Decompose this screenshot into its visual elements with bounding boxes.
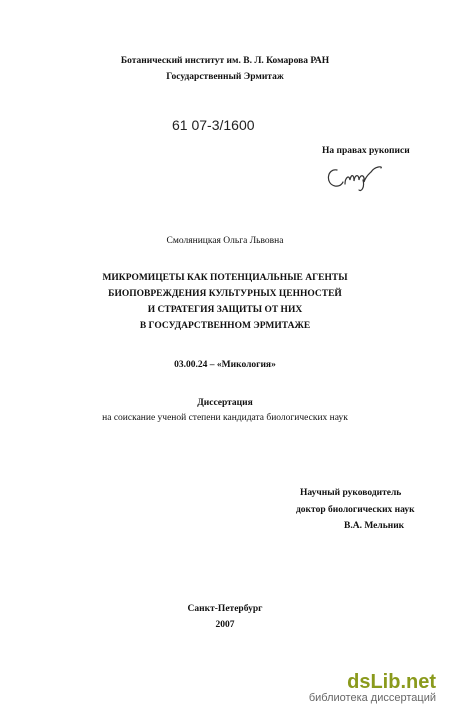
work-type: Диссертация: [197, 398, 253, 408]
manuscript-rights-label: На правах рукописи: [322, 146, 410, 156]
city: Санкт-Петербург: [187, 604, 263, 614]
supervisor-degree: доктор биологических наук: [296, 505, 415, 515]
catalog-number: 61 07-3/1600: [172, 117, 255, 133]
watermark: [309, 672, 436, 705]
institute-line-1: Ботанический институт им. В. Л. Комарова РАН: [120, 56, 330, 66]
author-name: Смоляницкая Ольга Львовна: [166, 236, 284, 246]
degree-line: на соискание ученой степени кандидата биологических наук: [102, 413, 348, 423]
title-line-4: В ГОСУДАРСТВЕННОМ ЭРМИТАЖЕ: [139, 321, 311, 331]
supervisor-name: В.А. Мельник: [344, 521, 405, 531]
title-line-2: БИОПОВРЕЖДЕНИЯ КУЛЬТУРНЫХ ЦЕННОСТЕЙ: [108, 289, 342, 299]
signature-image: [323, 160, 385, 194]
title-line-1: МИКРОМИЦЕТЫ КАК ПОТЕНЦИАЛЬНЫЕ АГЕНТЫ: [102, 273, 348, 283]
watermark-subtitle: библиотека диссертаций: [308, 692, 436, 704]
specialty: 03.00.24 – «Микология»: [174, 360, 276, 370]
title-line-3: И СТРАТЕГИЯ ЗАЩИТЫ ОТ НИХ: [147, 305, 303, 315]
year: 2007: [215, 620, 235, 630]
supervisor-role: Научный руководитель: [300, 488, 402, 498]
watermark-logo: dsLib.net: [347, 671, 436, 693]
institute-line-2: Государственный Эрмитаж: [166, 72, 284, 82]
